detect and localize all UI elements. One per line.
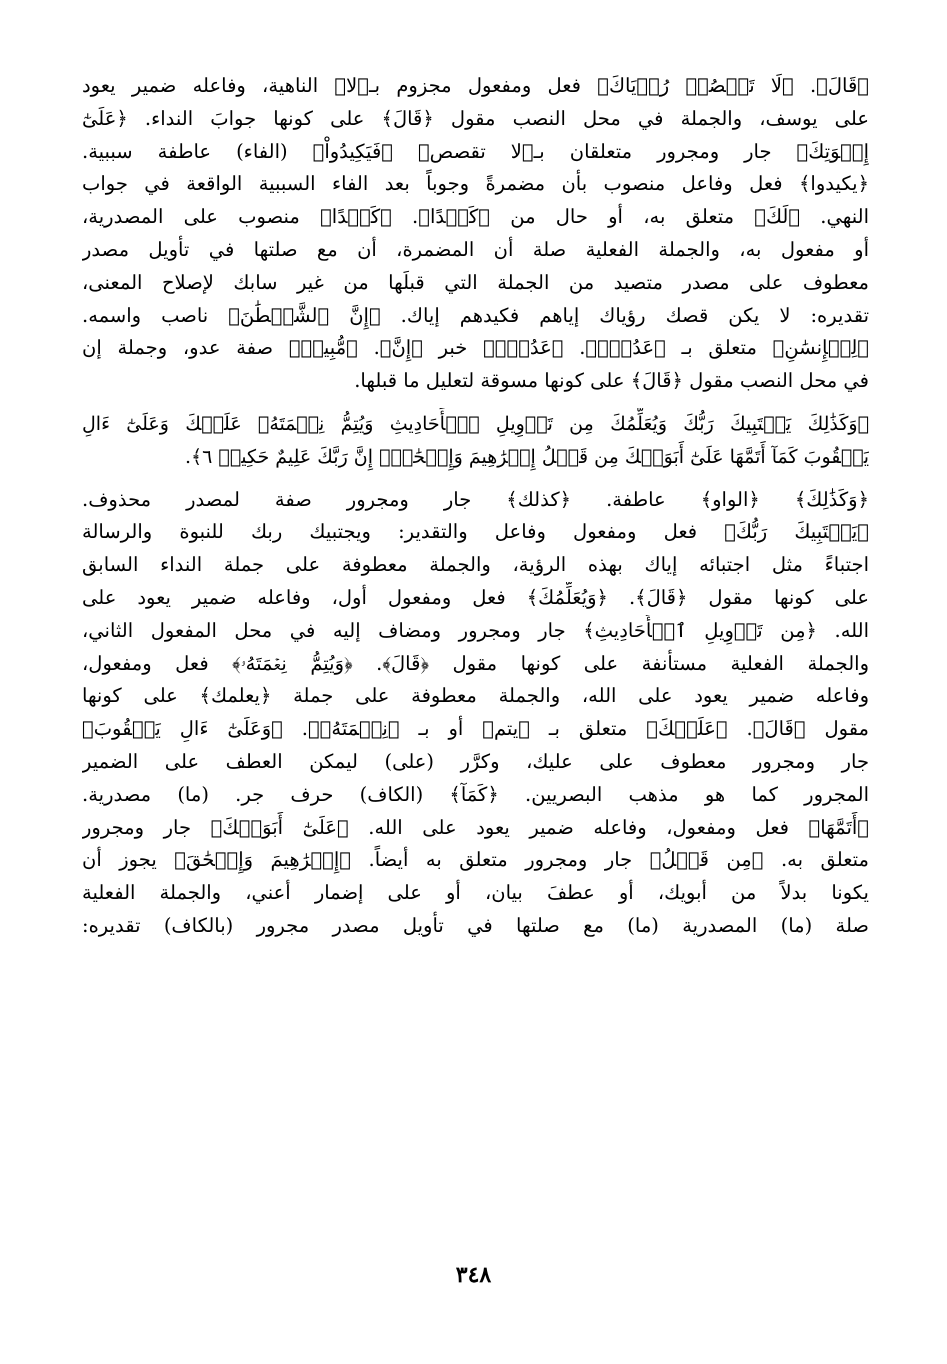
paragraph-1 <box>82 70 869 398</box>
text-line: ﴿يكيدوا﴾ فعل وفاعل منصوب بأن مضمرةً وجوباً بعد الفاء السببية الواقعة في جواب <box>82 172 869 196</box>
text-line: ﴿لِلۡإِنسَٰنِ﴾ متعلق بـ ﴿عَدُوّٞ﴾. ﴿عَدُوّٞ﴾ خبر ﴿إِنَّ﴾. ﴿مُّبِينٞ﴾ صفة عدو، وجملة إن <box>82 336 869 360</box>
text-line: والجملة الفعلية مستأنفة على كونها مقول ﴿قَالَ﴾. ﴿وَيُتِمُّ نِعۡمَتَهُۥ﴾ فعل ومفعول، <box>82 651 869 675</box>
text-line: متعلق به. ﴿مِن قَبۡلُ﴾ جار ومجرور متعلق به أيضاً. ﴿إِبۡرَٰهِيمَ وَإِسۡحَٰقَ﴾ يجوز أن <box>82 848 869 872</box>
text-line: ﴿وَكَذَٰلِكَ﴾ ﴿الواو﴾ عاطفة. ﴿كذلك﴾ جار ومجرور صفة لمصدر محذوف. <box>82 487 869 511</box>
verse-line: ﴿وَكَذَٰلِكَ يَجۡتَبِيكَ رَبُّكَ وَيُعَلِّمُكَ مِن تَأۡوِيلِ ٱلۡأَحَادِيثِ وَيُتِمُّ نِعۡمَتَهُۥ عَلَيۡكَ وَعَلَىٰٓ ءَالِ <box>82 412 869 435</box>
text-line: ﴿يَجۡتَبِيكَ رَبُّكَ﴾ فعل ومفعول وفاعل والتقدير: ويجتبيك ربك للنبوة والرسالة <box>82 520 869 544</box>
text-line: ﴿قَالَ﴾. ﴿لَا تَقۡصُصۡ رُءۡيَاكَ﴾ فعل ومفعول مجزوم بـ﴿لا﴾ الناهية، وفاعله ضمير يعود <box>82 74 869 97</box>
text-line: أو مفعول به، والجملة الفعلية صلة أن المضمرة، أن مع صلتها في تأويل مصدر <box>82 237 869 261</box>
text-line: ﴿أَتَمَّهَا﴾ فعل ومفعول، وفاعله ضمير يعود على الله. ﴿عَلَىٰٓ أَبَوَيۡكَ﴾ جار ومجرور <box>82 815 869 839</box>
page-number: ٣٤٨ <box>455 1262 492 1288</box>
text-line: على كونها مقول ﴿قَالَ﴾. ﴿وَيُعَلِّمُكَ﴾ فعل ومفعول أول، وفاعله ضمير يعود على <box>82 585 869 609</box>
quran-verse <box>82 408 869 474</box>
text-line: وفاعله ضمير يعود على الله، والجملة معطوفة على جملة ﴿يعلمك﴾ على كونها <box>82 684 869 708</box>
text-line: جار ومجرور معطوف على عليك، وكرَّر (على) ليمكن العطف على الضمير <box>82 749 869 773</box>
verse-line: يَعۡقُوبَ كَمَآ أَتَمَّهَا عَلَىٰٓ أَبَوَيۡكَ مِن قَبۡلُ إِبۡرَٰهِيمَ وَإِسۡحَٰقَۚ إِنَّ رَبَّكَ عَلِيمٌ حَكِيمٞ ٦﴾. <box>184 445 869 468</box>
text-line: الله. ﴿مِن تَأۡوِيلِ ٱلۡأَحَادِيثِ﴾ جار ومجرور ومضاف إليه في محل المفعول الثاني، <box>82 618 869 642</box>
text-line: إِخۡوَتِكَ﴾ جار ومجرور متعلقان بـ﴿لا تقصص﴾ ﴿فَيَكِيدُواْ﴾ (الفاء) عاطفة سببية. <box>82 139 869 163</box>
text-line: في محل النصب مقول ﴿قَالَ﴾ على كونها مسوقة لتعليل ما قبلها. <box>354 369 869 393</box>
text-line: المجرور كما هو مذهب البصريين. ﴿كَمَآ﴾ (الكاف) حرف جر. (ما) مصدرية. <box>82 782 869 806</box>
text-line: تقديره: لا يكن قصك رؤياك إياهم فكيدهم إياك. ﴿إِنَّ ٱلشَّيۡطَٰنَ﴾ ناصب واسمه. <box>82 303 869 327</box>
text-line: صلة (ما) المصدرية (ما) مع صلتها في تأويل مصدر مجرور (بالكاف) تقديره: <box>82 913 869 937</box>
text-line: اجتباءً مثل اجتبائه إياك بهذه الرؤية، والجملة معطوفة على جملة النداء السابق <box>82 553 869 577</box>
paragraph-2 <box>82 484 869 943</box>
text-line: النهي. ﴿لَكَ﴾ متعلق به، أو حال من ﴿كَيۡدًا﴾. ﴿كَيۡدًا﴾ منصوب على المصدرية، <box>82 205 869 229</box>
text-line: يكونا بدلاً من أبويك، أو عطفَ بيان، أو على إضمار أعني، والجملة الفعلية <box>82 881 869 905</box>
text-line: مقول ﴿قَالَ﴾. ﴿عَلَيۡكَ﴾ متعلق بـ ﴿يتم﴾ أو بـ ﴿نِعۡمَتَهُۥ﴾. ﴿وَعَلَىٰٓ ءَالِ يَعۡقُوبَ﴾ <box>82 717 869 741</box>
text-line: على يوسف، والجملة في محل النصب مقول ﴿قَالَ﴾ على كونها جوابَ النداء. ﴿عَلَىٰٓ <box>82 106 869 130</box>
text-line: معطوف على مصدر متصيد من الجملة التي قبلَها من غير سابك لإصلاح المعنى، <box>82 270 869 294</box>
